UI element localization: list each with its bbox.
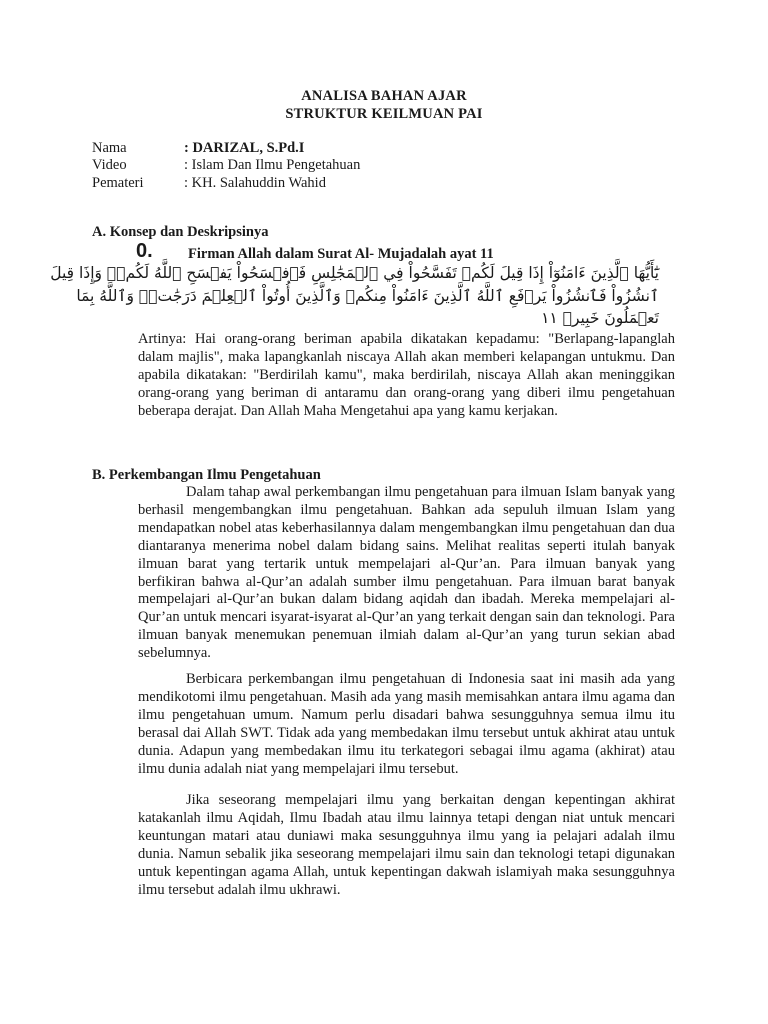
doc-title-line2: STRUKTUR KEILMUAN PAI	[285, 106, 483, 122]
section-b-heading: B. Perkembangan Ilmu Pengetahuan	[92, 467, 321, 483]
meta-value: : KH. Salahuddin Wahid	[184, 175, 326, 191]
section-a-heading: A. Konsep dan Deskripsinya	[92, 224, 269, 240]
arabic-verse-line-2: ٱنشُزُواْ فَٱنشُزُواْ يَرۡفَعِ ٱللَّهُ ٱلَّذِينَ ءَامَنُواْ مِنكُمۡ وَٱلَّذِينَ أُوتُواْ ٱلۡعِلۡمَ دَرَجَٰتٖۚ وَٱللَّهُ بِمَا	[76, 287, 659, 305]
meta-label: Video	[92, 157, 127, 173]
section-b-paragraph-2: Berbicara perkembangan ilmu pengetahuan di Indonesia saat ini masih ada yang mendikotomi ilmu pengetahuan. Masih ada yang masih memisahkan antara ilmu agama dan ilmu pengetahuan umum. Namum perlu disadari bahwa sesungguhnya semua ilmu itu berasal dai Allah SWT. Tidak ada yang membedakan ilmu tersebut untuk akhirat atau untuk dunia. Adapun yang membedakan ilmu itu terkategori sebagai ilmu agama (akhirat) atau ilmu dunia adalah niat yang mempelajari ilmu tersebut.	[138, 671, 675, 777]
list-number: 0.	[136, 240, 153, 262]
verse-translation: Artinya: Hai orang-orang beriman apabila dikatakan kepadamu: "Berlapang-lapanglah dalam majlis", maka lapangkanlah niscaya Allah akan memberi kelapangan untukmu. Dan apabila dikatakan: "Berdirilah kamu", maka berdirilah, niscaya Allah akan meninggikan orang-orang yang beriman di antaramu dan orang-orang yang diberi ilmu pengetahuan beberapa derajat. Dan Allah Maha Mengetahui apa yang kamu kerjakan.	[138, 331, 675, 419]
meta-label: Nama	[92, 140, 127, 156]
arabic-verse-line-3: تَعۡمَلُونَ خَبِيرٞ ١١	[541, 309, 659, 327]
meta-label: Pemateri	[92, 175, 144, 191]
meta-value: : DARIZAL, S.Pd.I	[184, 140, 305, 156]
meta-value: : Islam Dan Ilmu Pengetahuan	[184, 157, 361, 173]
verse-intro: Firman Allah dalam Surat Al- Mujadalah ayat 11	[188, 246, 494, 262]
section-b-paragraph-3: Jika seseorang mempelajari ilmu yang berkaitan dengan kepentingan akhirat katakanlah ilmu Aqidah, Ilmu Ibadah atau ilmu lainnya tetapi dengan niat untuk mencari keuntungan matari atau duniawi maka sesungguhnya ilmu yang ia pelajari adalah ilmu dunia. Namun sebalik jika seseorang mempelajari ilmu sain dan teknologi tetapi digunakan untuk kepentingan agama Allah, untuk kepentingan dakwah islamiyah maka sesungguhnya ilmu tersebut adalah ilmu ukhrawi.	[138, 792, 675, 898]
arabic-verse-line-1: يَٰٓأَيُّهَا ٱلَّذِينَ ءَامَنُوٓاْ إِذَا قِيلَ لَكُمۡ تَفَسَّحُواْ فِي ٱلۡمَجَٰلِسِ فَٱفۡسَحُواْ يَفۡسَحِ ٱللَّهُ لَكُمۡۖ وَإِذَا قِيلَ	[50, 264, 659, 282]
section-b-paragraph-1: Dalam tahap awal perkembangan ilmu pengetahuan para ilmuan Islam banyak yang berhasil mengembangkan ilmu pengetahuan. Bahkan ada sepuluh ilmuan Islam yang mendapatkan nobel atas keberhasilannya dalam mengembangkan ilmu pengetahuan dan dua diantaranya menerima nobel dalam bidang sains. Melihat realitas seperti itulah banyak ilmuan barat yang tertarik untuk mempelajari al-Qur’an. Para ilmuan banyak yang berfikiran bahwa al-Qur’an adalah sumber ilmu pengetahuan. Para ilmuan barat banyak mempelajari al-Qur’an bukan dalam bidang aqidah dan ibadah. Mereka mempelajari al-Qur’an untuk mencari isyarat-isyarat al-Qur’an yang terkait dengan sain dan teknologi. Para ilmuan banyak menemukan penemuan ilmiah dalam al-Qur’an yang turun sekian abad sebelumnya.	[138, 484, 675, 662]
doc-title-line1: ANALISA BAHAN AJAR	[301, 88, 467, 104]
